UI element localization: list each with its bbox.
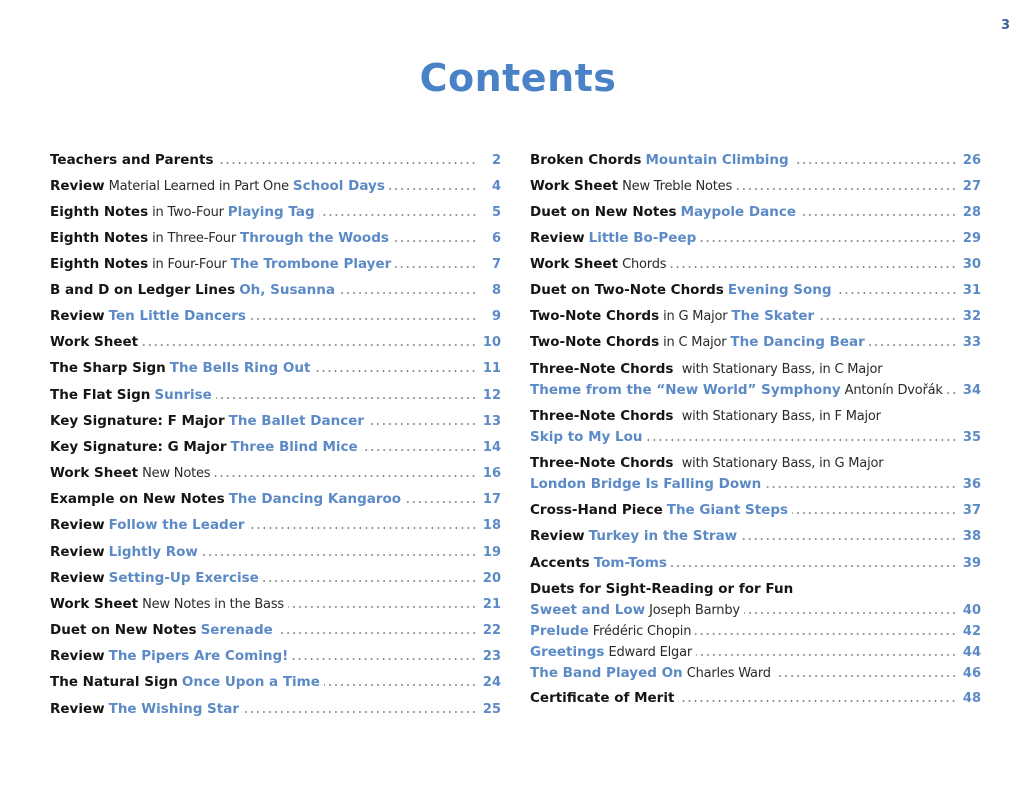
dot-leader <box>671 564 957 568</box>
toc-entry[interactable] <box>50 385 501 405</box>
toc-entry[interactable] <box>50 202 501 222</box>
entry-song: The Skater <box>731 308 815 324</box>
entry-heading: Work Sheet <box>530 178 619 194</box>
toc-group-heading <box>530 406 981 426</box>
entry-heading: Broken Chords <box>530 152 642 168</box>
entry-heading: The Natural Sign <box>50 674 178 690</box>
entry-heading: Duet on New Notes <box>530 204 677 220</box>
entry-heading: Eighth Notes <box>50 230 149 246</box>
entry-page: 4 <box>491 179 501 194</box>
toc-entry[interactable] <box>50 176 501 196</box>
toc-entry[interactable] <box>50 306 501 326</box>
entry-composer: Frédéric Chopin <box>592 624 692 639</box>
entry-composer: Antonín Dvořák <box>844 383 943 398</box>
entry-song: The Bells Ring Out <box>169 360 311 376</box>
dot-leader <box>775 674 957 678</box>
entry-heading: Accents <box>530 555 590 571</box>
dot-leader <box>700 239 957 243</box>
entry-song: Mountain Climbing <box>645 152 789 168</box>
dot-leader <box>277 631 477 635</box>
dot-leader <box>647 438 957 442</box>
entry-page: 18 <box>482 518 501 533</box>
entry-song: Theme from the “New World” Symphony <box>530 382 841 398</box>
entry-song: Once Upon a Time <box>181 674 320 690</box>
dot-leader <box>744 611 957 615</box>
toc-entry[interactable] <box>50 437 501 457</box>
entry-song: The Trombone Player <box>230 256 392 272</box>
entry-page: 31 <box>962 283 981 298</box>
dot-leader <box>793 161 957 165</box>
entry-song: Sweet and Low <box>530 602 646 618</box>
entry-song: The Wishing Star <box>108 701 239 717</box>
entry-song: The Dancing Kangaroo <box>228 491 402 507</box>
dot-leader <box>368 422 477 426</box>
entry-composer: Joseph Barnby <box>649 603 740 618</box>
entry-heading: Review <box>50 308 105 324</box>
entry-song: Maypole Dance <box>680 204 796 220</box>
entry-song: The Dancing Bear <box>730 334 865 350</box>
toc-entry[interactable] <box>50 358 501 378</box>
entry-heading: The Sharp Sign <box>50 360 166 376</box>
entry-heading: Key Signature: F Major <box>50 413 225 429</box>
entry-song: School Days <box>292 178 385 194</box>
entry-song: London Bridge Is Falling Down <box>530 476 762 492</box>
dot-leader <box>836 291 957 295</box>
entry-description: New Treble Notes <box>622 179 733 194</box>
entry-page: 17 <box>482 492 501 507</box>
entry-description: in Three-Four <box>152 231 236 246</box>
dot-leader <box>249 526 477 530</box>
dot-leader <box>214 474 477 478</box>
entry-song: Serenade <box>200 622 273 638</box>
entry-page: 16 <box>482 466 501 481</box>
entry-heading: Two-Note Chords <box>530 334 660 350</box>
entry-page: 44 <box>962 645 981 660</box>
entry-song: Setting-Up Exercise <box>108 570 259 586</box>
dot-leader <box>339 291 477 295</box>
entry-heading: Review <box>50 648 105 664</box>
entry-page: 33 <box>962 335 981 350</box>
toc-entry[interactable] <box>530 500 981 520</box>
toc-entry[interactable] <box>530 202 981 222</box>
entry-song: Through the Woods <box>239 230 389 246</box>
entry-song: The Band Played On <box>530 665 683 681</box>
entry-heading: Review <box>530 230 585 246</box>
entry-song: Little Bo-Peep <box>588 230 697 246</box>
toc-entry[interactable] <box>50 594 501 614</box>
toc-entry[interactable] <box>50 620 501 640</box>
entry-page: 40 <box>962 603 981 618</box>
entry-page: 29 <box>962 231 981 246</box>
dot-leader <box>292 657 477 661</box>
entry-heading: Work Sheet <box>530 256 619 272</box>
entry-page: 34 <box>962 383 981 398</box>
entry-song: Three Blind Mice <box>230 439 358 455</box>
dot-leader <box>765 485 957 489</box>
toc-group-heading <box>530 453 981 473</box>
entry-heading: Certificate of Merit <box>530 690 675 706</box>
dot-leader <box>389 187 477 191</box>
entry-composer: Edward Elgar <box>608 645 693 660</box>
duets-heading: Duets for Sight-Reading or for Fun <box>530 581 794 597</box>
dot-leader <box>818 317 957 321</box>
entry-heading: Duet on New Notes <box>50 622 197 638</box>
toc-entry[interactable] <box>50 515 501 535</box>
entry-page: 22 <box>482 623 501 638</box>
entry-page: 46 <box>962 666 981 681</box>
entry-description: with Stationary Bass, in F Major <box>681 409 881 424</box>
entry-page: 13 <box>482 414 501 429</box>
toc-entry[interactable] <box>530 150 981 170</box>
entry-page: 36 <box>962 477 981 492</box>
toc-entry[interactable] <box>530 332 981 352</box>
entry-description: in Four-Four <box>152 257 227 272</box>
dot-leader <box>678 699 956 703</box>
entry-page: 23 <box>482 649 501 664</box>
entry-heading: Review <box>50 517 105 533</box>
entry-page: 11 <box>482 361 501 376</box>
entry-song: Prelude <box>530 623 589 639</box>
toc-group-heading <box>530 579 981 599</box>
dot-leader <box>947 391 957 395</box>
toc-entry[interactable] <box>530 642 981 662</box>
toc-entry[interactable] <box>50 463 501 483</box>
dot-leader <box>792 511 957 515</box>
dot-leader <box>217 161 477 165</box>
entry-composer: Charles Ward <box>686 666 771 681</box>
toc-entry[interactable] <box>530 688 981 708</box>
entry-song: Oh, Susanna <box>239 282 335 298</box>
toc-entry[interactable] <box>530 280 981 300</box>
entry-description: with Stationary Bass, in C Major <box>681 362 883 377</box>
toc-entry[interactable] <box>50 542 501 562</box>
entry-description: New Notes <box>142 466 211 481</box>
entry-heading: Review <box>50 701 105 717</box>
entry-page: 28 <box>962 205 981 220</box>
entry-page: 42 <box>962 624 981 639</box>
entry-description: in C Major <box>663 335 727 350</box>
entry-heading: Teachers and Parents <box>50 152 214 168</box>
entry-page: 21 <box>482 597 501 612</box>
toc-entry[interactable] <box>50 411 501 431</box>
toc-entry[interactable] <box>530 526 981 546</box>
entry-page: 32 <box>962 309 981 324</box>
entry-heading: Work Sheet <box>50 596 139 612</box>
dot-leader <box>314 369 476 373</box>
toc-entry[interactable] <box>50 254 501 274</box>
entry-page: 2 <box>491 153 501 168</box>
toc-entry[interactable] <box>530 380 981 400</box>
entry-heading: Key Signature: G Major <box>50 439 227 455</box>
dot-leader <box>395 265 477 269</box>
toc-entry[interactable] <box>530 427 981 447</box>
toc-entry[interactable] <box>50 699 501 719</box>
entry-song: Skip to My Lou <box>530 429 643 445</box>
entry-page: 19 <box>482 545 501 560</box>
dot-leader <box>324 683 477 687</box>
entry-description: in G Major <box>663 309 728 324</box>
entry-page: 38 <box>962 529 981 544</box>
entry-heading: Example on New Notes <box>50 491 225 507</box>
toc-entry[interactable] <box>530 306 981 326</box>
entry-description: Chords <box>622 257 667 272</box>
entry-page: 25 <box>482 702 501 717</box>
entry-page: 48 <box>962 691 981 706</box>
entry-page: 7 <box>491 257 501 272</box>
toc-entry[interactable] <box>530 663 981 683</box>
toc-entry[interactable] <box>530 621 981 641</box>
entry-heading: Review <box>50 544 105 560</box>
entry-song: Greetings <box>530 644 605 660</box>
entry-page: 35 <box>962 430 981 445</box>
toc-entry[interactable] <box>50 646 501 666</box>
entry-song: The Pipers Are Coming! <box>108 648 289 664</box>
dot-leader <box>670 265 957 269</box>
entry-song: Sunrise <box>154 387 212 403</box>
dot-leader <box>695 632 957 636</box>
entry-page: 8 <box>491 283 501 298</box>
entry-page: 9 <box>491 309 501 324</box>
page-title: Contents <box>419 56 617 100</box>
toc-entry[interactable] <box>50 489 501 509</box>
dot-leader <box>243 710 477 714</box>
entry-heading: Three-Note Chords <box>530 408 674 424</box>
entry-song: Evening Song <box>727 282 832 298</box>
entry-description: Material Learned in Part One <box>108 179 289 194</box>
dot-leader <box>288 605 477 609</box>
entry-page: 39 <box>962 556 981 571</box>
toc-entry[interactable] <box>50 332 501 352</box>
entry-page: 6 <box>491 231 501 246</box>
toc-entry[interactable] <box>530 600 981 620</box>
entry-description: in Two-Four <box>152 205 224 220</box>
toc-entry[interactable] <box>50 150 501 170</box>
entry-heading: Eighth Notes <box>50 256 149 272</box>
entry-song: The Giant Steps <box>666 502 789 518</box>
toc-entry[interactable] <box>50 672 501 692</box>
toc-entry[interactable] <box>530 228 981 248</box>
entry-song: Tom-Toms <box>593 555 667 571</box>
entry-page: 20 <box>482 571 501 586</box>
dot-leader <box>696 653 957 657</box>
dot-leader <box>319 213 477 217</box>
entry-page: 10 <box>482 335 501 350</box>
entry-page: 24 <box>482 675 501 690</box>
entry-page: 37 <box>962 503 981 518</box>
entry-heading: Eighth Notes <box>50 204 149 220</box>
entry-heading: Three-Note Chords <box>530 361 674 377</box>
toc-entry[interactable] <box>530 474 981 494</box>
entry-heading: Duet on Two-Note Chords <box>530 282 724 298</box>
dot-leader <box>142 343 477 347</box>
entry-heading: Review <box>50 178 105 194</box>
toc-entry[interactable] <box>530 254 981 274</box>
dot-leader <box>736 187 957 191</box>
dot-leader <box>741 537 957 541</box>
entry-heading: The Flat Sign <box>50 387 151 403</box>
entry-heading: Three-Note Chords <box>530 455 674 471</box>
entry-page: 27 <box>962 179 981 194</box>
entry-description: New Notes in the Bass <box>142 597 284 612</box>
entry-song: Follow the Leader <box>108 517 245 533</box>
dot-leader <box>869 343 957 347</box>
entry-page: 5 <box>491 205 501 220</box>
toc-entry[interactable] <box>530 553 981 573</box>
page-number: 3 <box>1000 18 1010 33</box>
dot-leader <box>393 239 477 243</box>
toc-entry[interactable] <box>50 228 501 248</box>
dot-leader <box>250 317 477 321</box>
dot-leader <box>202 553 477 557</box>
entry-song: Lightly Row <box>108 544 198 560</box>
entry-page: 26 <box>962 153 981 168</box>
entry-heading: B and D on Ledger Lines <box>50 282 236 298</box>
entry-song: Ten Little Dancers <box>108 308 246 324</box>
entry-heading: Cross-Hand Piece <box>530 502 663 518</box>
entry-page: 12 <box>482 388 501 403</box>
dot-leader <box>263 579 477 583</box>
dot-leader <box>405 500 477 504</box>
entry-description: with Stationary Bass, in G Major <box>681 456 884 471</box>
entry-song: Playing Tag <box>227 204 315 220</box>
entry-heading: Two-Note Chords <box>530 308 660 324</box>
dot-leader <box>216 396 477 400</box>
entry-heading: Review <box>50 570 105 586</box>
dot-leader <box>362 448 477 452</box>
entry-page: 14 <box>482 440 501 455</box>
entry-heading: Work Sheet <box>50 334 139 350</box>
dot-leader <box>800 213 957 217</box>
toc-entry[interactable] <box>50 568 501 588</box>
entry-page: 30 <box>962 257 981 272</box>
toc-entry[interactable] <box>530 176 981 196</box>
entry-song: The Ballet Dancer <box>228 413 365 429</box>
entry-heading: Review <box>530 528 585 544</box>
toc-entry[interactable] <box>50 280 501 300</box>
entry-song: Turkey in the Straw <box>588 528 738 544</box>
toc-group-heading <box>530 359 981 379</box>
entry-heading: Work Sheet <box>50 465 139 481</box>
